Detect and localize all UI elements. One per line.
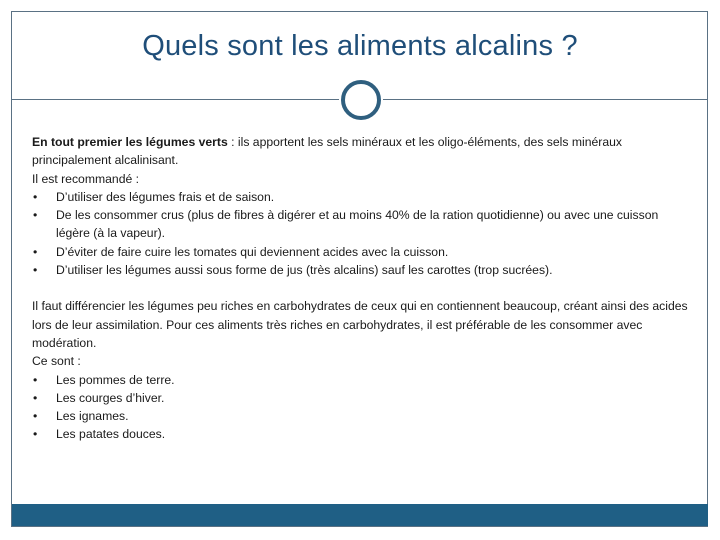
list-item [32,371,692,389]
bottom-accent-bar [12,504,708,526]
title-divider-right [383,99,708,100]
list-item-text: Les pommes de terre. [56,372,175,387]
list-item-text: Les patates douces. [56,427,166,442]
list-item [32,188,692,206]
lead-rest-text: : ils apportent les sels minéraux et les oligo-éléments, des sels minéraux principalement alcalinisant. [32,135,622,168]
list-item-text: D’utiliser les légumes aussi sous forme de jus (très alcalins) sauf les carottes (trop sucrées). [56,263,553,278]
recommend-text: Il est recommandé : [32,171,140,186]
slide-title: Quels sont les aliments alcalins ? [142,30,578,62]
bullet-icon: • [33,208,38,223]
list-item [32,407,692,425]
slide-content [32,133,692,444]
bullet-icon: • [33,263,38,278]
lead-bold-text: En tout premier les légumes verts [32,135,228,149]
list-item-text: D’utiliser des légumes frais et de saison. [56,189,275,204]
list-item-text: D’éviter de faire cuire les tomates qui deviennent acides avec la cuisson. [56,244,449,259]
bullet-icon: • [33,409,38,424]
bullet-icon: • [33,390,38,405]
list-item-text: Les courges d’hiver. [56,390,165,405]
list-item [32,243,692,261]
list-item [32,261,692,279]
bullet-icon: • [33,427,38,442]
list-item-text: De les consommer crus (plus de fibres à digérer et au moins 40% de la ration quotidienne) ou avec une cuisson légère (à la vapeur). [56,208,659,241]
title-divider-left [11,99,339,100]
carbohydrate-paragraph: Il faut différencier les légumes peu riches en carbohydrates de ceux qui en contiennent beaucoup, créant ainsi des acides lors de leur assimilation. Pour ces aliments très riches en carbohydrates, il est préférable de les consommer avec modération. [32,299,688,350]
paragraph-gap [32,279,692,297]
circle-ornament-icon [341,80,381,120]
carbohydrate-list [32,371,692,444]
bullet-icon: • [33,244,38,259]
bullet-icon: • [33,372,38,387]
ce-sont-text: Ce sont : [32,354,81,369]
list-item-text: Les ignames. [56,409,129,424]
bullet-icon: • [33,189,38,204]
recommend-list [32,188,692,279]
list-item [32,389,692,407]
lead-paragraph [32,133,692,170]
list-item [32,425,692,443]
list-item [32,206,692,243]
